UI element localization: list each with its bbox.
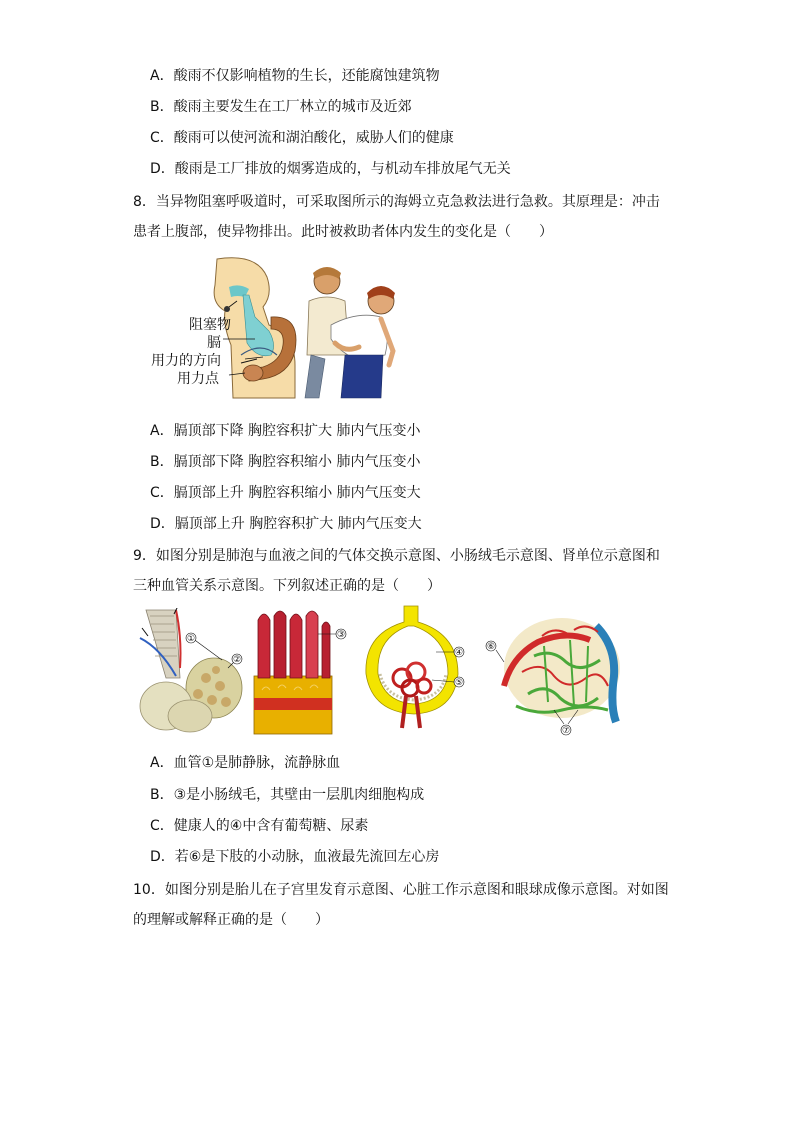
label-force-point: 用力点	[177, 371, 219, 387]
q8-option-b: B．膈顶部下降 胸腔容积缩小 肺内气压变小	[150, 454, 421, 470]
q9-option-a: A．血管①是肺静脉，流静脉血	[150, 755, 341, 771]
marker-5: ⑤	[454, 678, 464, 688]
q10-stem-line2: 的理解或解释正确的是（ ）	[133, 912, 329, 928]
q9-stem-line2: 三种血管关系示意图。下列叙述正确的是（ ）	[133, 578, 441, 594]
q8-option-d: D．膈顶部上升 胸腔容积扩大 肺内气压变大	[150, 516, 422, 532]
q9-option-b: B．③是小肠绒毛，其壁由一层肌肉细胞构成	[150, 787, 425, 803]
label-diaphragm: 膈	[207, 335, 221, 351]
q9-stem-line1: 9．如图分别是肺泡与血液之间的气体交换示意图、小肠绒毛示意图、肾单位示意图和	[133, 548, 660, 564]
q8-stem-line1: 8．当异物阻塞呼吸道时，可采取图所示的海姆立克急救法进行急救。其原理是：冲击	[133, 194, 660, 210]
heimlich-figure	[145, 255, 400, 403]
label-force-direction: 用力的方向	[151, 353, 221, 369]
q9-option-c: C．健康人的④中含有葡萄糖、尿素	[150, 818, 369, 834]
capillary-network-figure	[482, 606, 630, 738]
marker-3: ③	[336, 630, 346, 640]
villi-figure	[252, 606, 352, 736]
nephron-figure	[358, 604, 476, 730]
label-obstruction: 阻塞物	[189, 317, 231, 333]
q8-stem-line2: 患者上腹部，使异物排出。此时被救助者体内发生的变化是（ ）	[133, 224, 553, 240]
marker-6: ⑥	[486, 642, 496, 652]
q7-option-a: A．酸雨不仅影响植物的生长，还能腐蚀建筑物	[150, 68, 440, 84]
marker-1: ①	[186, 634, 196, 644]
q9-option-d: D．若⑥是下肢的小动脉，血液最先流回左心房	[150, 849, 440, 865]
marker-4: ④	[454, 648, 464, 658]
q7-option-b: B．酸雨主要发生在工厂林立的城市及近郊	[150, 99, 412, 115]
marker-2: ②	[232, 655, 242, 665]
alveoli-figure	[136, 608, 248, 734]
q8-option-a: A．膈顶部下降 胸腔容积扩大 肺内气压变小	[150, 423, 421, 439]
q10-stem-line1: 10．如图分别是胎儿在子宫里发育示意图、心脏工作示意图和眼球成像示意图。对如图	[133, 882, 669, 898]
q7-option-c: C．酸雨可以使河流和湖泊酸化，威胁人们的健康	[150, 130, 454, 146]
marker-7: ⑦	[561, 726, 571, 736]
q7-option-d: D．酸雨是工厂排放的烟雾造成的，与机动车排放尾气无关	[150, 161, 511, 177]
q8-option-c: C．膈顶部上升 胸腔容积缩小 肺内气压变大	[150, 485, 421, 501]
